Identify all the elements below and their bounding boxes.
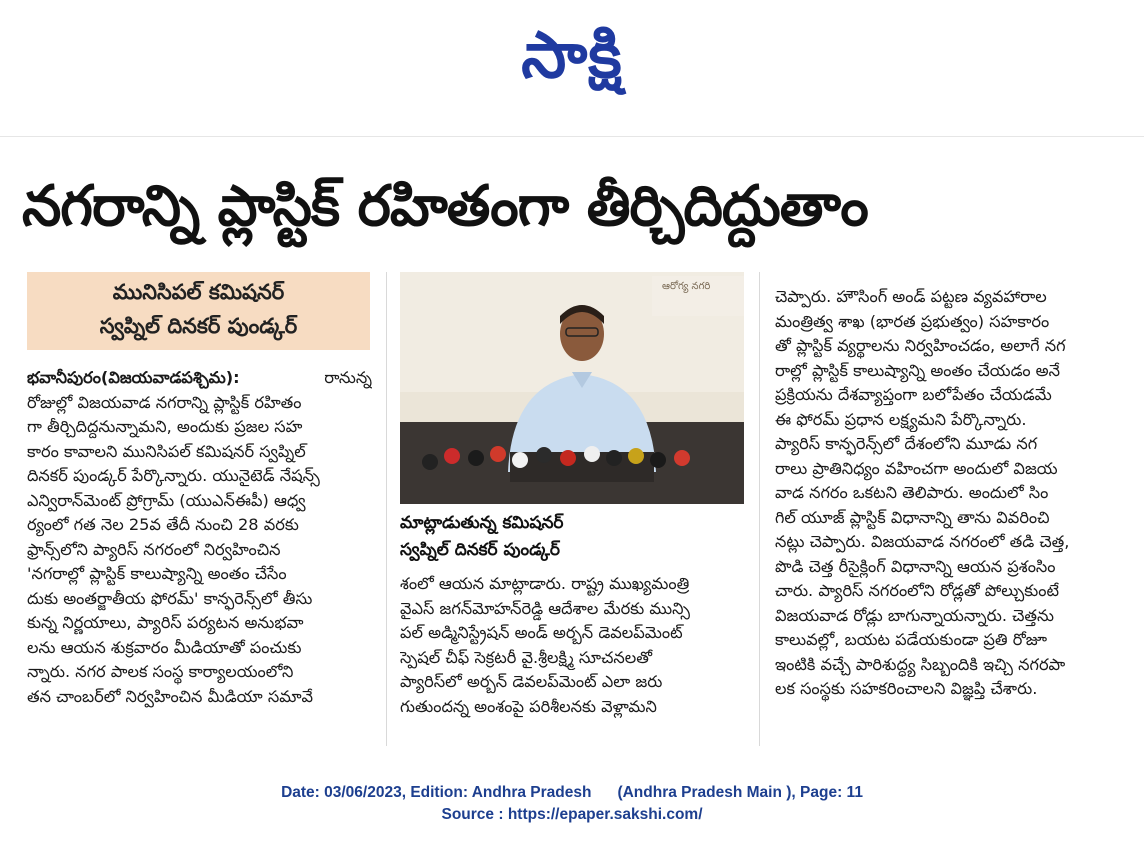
dateline: భవానీపురం(విజయవాడపశ్చిమ): <box>27 368 240 387</box>
article-column-2 <box>400 572 745 719</box>
column-2-line: శంలో ఆయన మాట్లాడారు. రాష్ట్ర ముఖ్యమంత్రి <box>400 574 690 593</box>
column-3-line: ఈ ఫోరమ్ ప్రధాన లక్ష్యమని పేర్కొన్నారు. <box>775 409 1027 429</box>
column-3-line: రాలు ప్రాతినిధ్యం వహించగా అందులో విజయ <box>775 458 1058 478</box>
column-3-line: గిల్ యూజ్ ప్లాస్టిక్ విధానాన్ని తాను వివరించి <box>775 507 1050 527</box>
edition-footer <box>0 782 1144 826</box>
column-3-line: ప్రక్రియను దేశవ్యాప్తంగా బలోపేతం చేయడమే <box>775 385 1052 404</box>
masthead-divider <box>0 136 1144 137</box>
column-1-line: తన చాంబర్‌లో నిర్వహించిన మీడియా సమావే <box>27 686 314 706</box>
column-3-line: తో ప్లాస్టిక్ వ్యర్థాలను నిర్వహించడం, అలాగే నగ <box>775 336 1066 355</box>
column-1-first-line <box>27 366 372 391</box>
byline-name: స్వప్నిల్ దినకర్ పుండ్కర్ <box>99 314 298 338</box>
footer-line-1 <box>0 782 1144 804</box>
column-2-line: ప్యారిస్‌లో అర్బన్ డెవలప్‌మెంట్ ఎలా జరు <box>400 672 663 691</box>
column-3-line: లక సంస్థకు సహకరించాలని విజ్ఞప్తి చేశారు. <box>775 679 1038 698</box>
column-1-line: ఫ్రాన్స్‌లోని ప్యారిస్ నగరంలో నిర్వహించిన <box>27 539 281 559</box>
article-column-3 <box>775 285 1107 702</box>
column-1-line: కారం కావాలని మునిసిపల్ కమిషనర్ స్వప్నిల్ <box>27 441 306 461</box>
column-1-line: గా తీర్చిదిద్దనున్నామని, అందుకు ప్రజల సహ <box>27 417 303 436</box>
column-2-line: పల్ అడ్మినిస్ట్రేషన్ అండ్ అర్బన్ డెవలప్‌మెంట్ <box>400 623 683 642</box>
column-3-line: ప్యారిస్ కాన్ఫరెన్స్‌లో దేశంలోని మూడు నగ <box>775 434 1038 453</box>
column-3-line: ఇంటికి వచ్చే పారిశుద్ధ్య సిబ్బందికి ఇచ్చి నగరపా <box>775 654 1066 674</box>
column-3-line: పొడి చెత్త రీసైక్లింగ్ విధానాన్ని ఆయన ప్రశంసిం <box>775 556 1056 576</box>
column-3-line: కాలువల్లో, బయట పడేయకుండా ప్రతి రోజూ <box>775 630 1047 649</box>
footer-source[interactable]: Source : https://epaper.sakshi.com/ <box>441 806 703 823</box>
column-3-line: వాడ నగరం ఒకటని తెలిపారు. అందులో సిం <box>775 483 1049 502</box>
dateline-tail: రానున్న <box>324 368 372 387</box>
column-1-line: రోజుల్లో విజయవాడ నగరాన్ని ప్లాస్టిక్ రహితం <box>27 392 302 412</box>
commissioner-photo <box>400 272 744 504</box>
photo-illustration <box>400 272 744 504</box>
column-3-line: నట్లు చెప్పారు. విజయవాడ నగరంలో తడి చెత్త, <box>775 532 1070 551</box>
column-3-line: చెప్పారు. హౌసింగ్ అండ్ పట్టణ వ్యవహారాల <box>775 287 1047 306</box>
masthead <box>0 0 1144 118</box>
article-headline: నగరాన్ని ప్లాస్టిక్ రహితంగా తీర్చిదిద్దుతాం <box>22 174 868 239</box>
footer-edition-page: (Andhra Pradesh Main ), Page: 11 <box>617 784 863 801</box>
column-2-line: వైఎస్ జగన్‌మోహన్‌రెడ్డి ఆదేశాల మేరకు మున్సి <box>400 598 690 618</box>
caption-line-1: మాట్లాడుతున్న కమిషనర్ <box>400 513 564 533</box>
byline-title: మునిసిపల్ కమిషనర్ <box>112 280 285 304</box>
column-3-line: విజయవాడ రోడ్లు బాగున్నాయన్నారు. చెత్తను <box>775 605 1054 625</box>
column-2-line: గుతుందన్న అంశంపై పరిశీలనకు వెళ్లామని <box>400 696 657 716</box>
column-1-line: న్నారు. నగర పాలక సంస్థ కార్యాలయంలోని <box>27 662 294 681</box>
column-1-line: 'నగరాల్లో ప్లాస్టిక్ కాలుష్యాన్ని అంతం చేసేం <box>27 564 287 583</box>
byline-box <box>27 272 370 350</box>
column-1-line: ఎన్విరాన్‌మెంట్ ప్రోగ్రామ్ (యుఎన్ఈపీ) ఆధ్వ <box>27 490 306 510</box>
photo-caption <box>400 510 744 564</box>
column-divider <box>386 272 387 746</box>
photo-backdrop-text: ఆరోగ్య నగరి <box>662 281 711 292</box>
caption-line-2: స్వప్నిల్ దినకర్ పుండ్కర్ <box>400 540 560 560</box>
column-2-line: స్పెషల్ చీఫ్ సెక్రటరీ వై.శ్రీలక్ష్మి సూచనలతో <box>400 647 653 667</box>
column-1-line: లను ఆయన శుక్రవారం మీడియాతో పంచుకు <box>27 637 302 657</box>
column-1-line: ర్యంలో గత నెల 25వ తేదీ నుంచి 28 వరకు <box>27 515 299 534</box>
column-1-line: కున్న నిర్ణయాలు, ప్యారిస్ పర్యటన అనుభవా <box>27 613 304 632</box>
column-divider <box>759 272 760 746</box>
logo-text: సాక్షి <box>521 19 623 93</box>
column-3-line: రాల్లో ప్లాస్టిక్ కాలుష్యాన్ని అంతం చేయడం అనే <box>775 360 1060 380</box>
footer-date-edition: Date: 03/06/2023, Edition: Andhra Pradesh <box>281 784 592 801</box>
column-3-line: మంత్రిత్వ శాఖ (భారత ప్రభుత్వం) సహకారం <box>775 311 1050 331</box>
column-3-line: చారు. ప్యారిస్ నగరంలోని రోడ్లతో పోల్చుకుంటే <box>775 581 1059 600</box>
sakshi-logo <box>472 12 672 100</box>
column-1-line: దుకు అంతర్జాతీయ ఫోరమ్' కాన్ఫరెన్స్‌లో తీసు <box>27 588 313 608</box>
column-1-line: దినకర్ పుండ్కర్ పేర్కొన్నారు. యునైటెడ్ నేషన్స్ <box>27 466 320 485</box>
article-column-1 <box>27 366 372 709</box>
